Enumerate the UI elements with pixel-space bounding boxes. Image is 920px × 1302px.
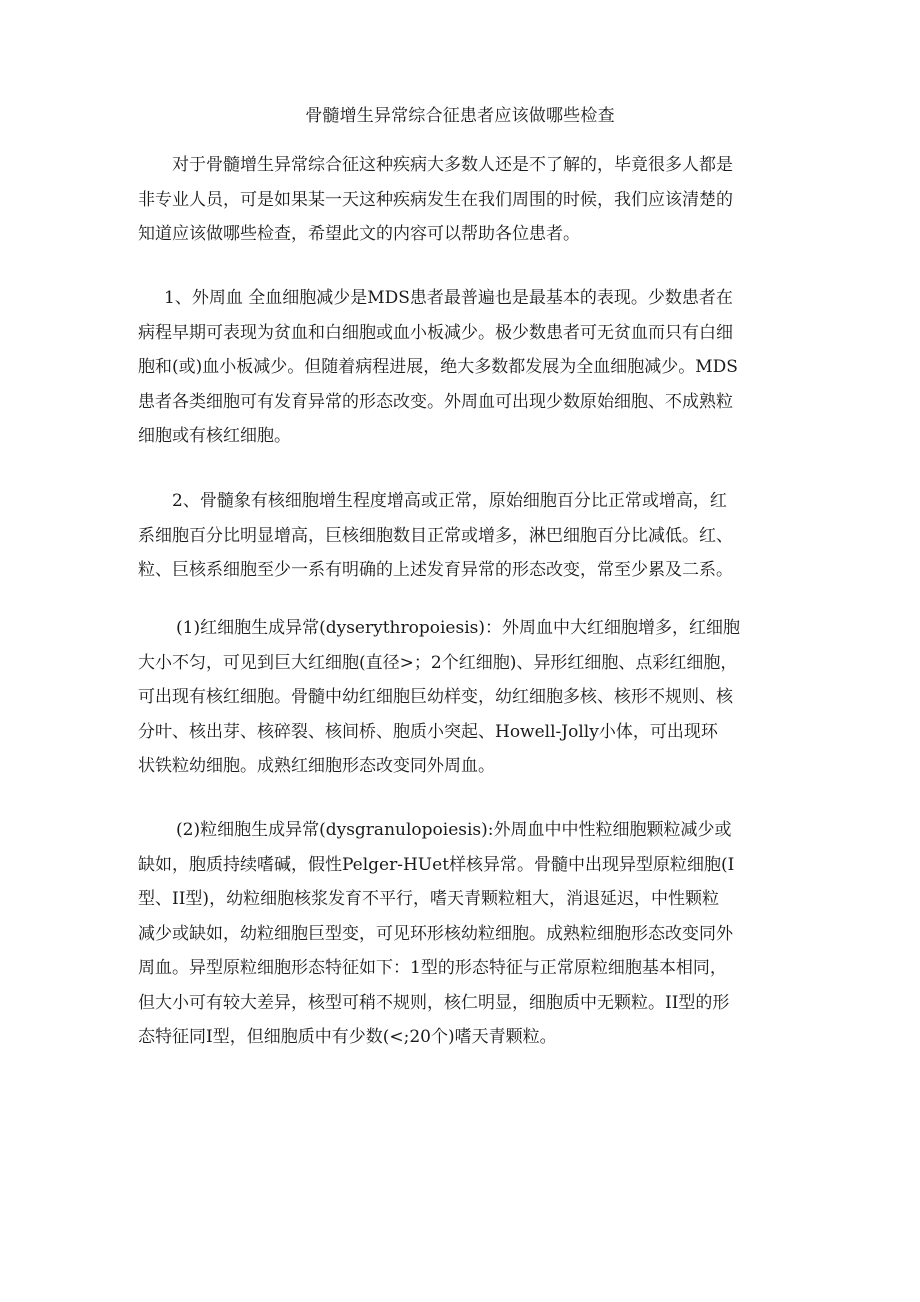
paragraph-dyserythropoiesis — [138, 611, 796, 784]
paragraph-bone-marrow — [138, 484, 796, 588]
text-line: 非专业人员，可是如果某一天这种疾病发生在我们周围的时候，我们应该清楚的 — [138, 189, 733, 210]
paragraph-intro — [138, 148, 796, 252]
text-line: (2)粒细胞生成异常(dysgranulopoiesis):外周血中中性粒细胞颗粒减少或 — [176, 820, 732, 840]
text-line: 态特征同I型，但细胞质中有少数(<;20个)嗜天青颗粒。 — [138, 1027, 557, 1047]
text-line: 减少或缺如，幼粒细胞巨型变，可见环形核幼粒细胞。成熟粒细胞形态改变同外 — [138, 923, 733, 944]
text-line: 大小不匀，可见到巨大红细胞(直径>；2个红细胞)、异形红细胞、点彩红细胞， — [138, 652, 738, 673]
paragraph-peripheral-blood — [138, 281, 796, 454]
paragraph-dysgranulopoiesis — [138, 813, 796, 1055]
text-line: 状铁粒幼细胞。成熟红细胞形态改变同外周血。 — [138, 756, 495, 776]
text-line: 型、II型)，幼粒细胞核浆发育不平行，嗜天青颗粒粗大，消退延迟，中性颗粒 — [138, 889, 720, 909]
text-line: 1、外周血 全血细胞减少是MDS患者最普遍也是最基本的表现。少数患者在 — [164, 288, 733, 308]
text-line: 周血。异型原粒细胞形态特征如下：1型的形态特征与正常原粒细胞基本相同， — [138, 958, 727, 978]
text-line: 但大小可有较大差异，核型可稍不规则，核仁明显，细胞质中无颗粒。II型的形 — [138, 992, 730, 1013]
document-title: 骨髓增生异常综合征患者应该做哪些检查 — [305, 106, 615, 126]
text-line: 病程早期可表现为贫血和白细胞或血小板减少。极少数患者可无贫血而只有白细 — [138, 322, 733, 343]
text-line: (1)红细胞生成异常(dyserythropoiesis)：外周血中大红细胞增多，红细胞 — [176, 618, 740, 638]
text-line: 2、骨髓象有核细胞增生程度增高或正常，原始细胞百分比正常或增高，红 — [172, 491, 727, 511]
text-line: 对于骨髓增生异常综合征这种疾病大多数人还是不了解的，毕竟很多人都是 — [172, 155, 733, 175]
text-line: 可出现有核红细胞。骨髓中幼红细胞巨幼样变，幼红细胞多核、核形不规则、核 — [138, 687, 733, 707]
text-line: 缺如，胞质持续嗜碱，假性Pelger-HUet样核异常。骨髓中出现异型原粒细胞(I — [138, 854, 735, 875]
text-line: 细胞或有核红细胞。 — [138, 426, 291, 446]
text-line: 患者各类细胞可有发育异常的形态改变。外周血可出现少数原始细胞、不成熟粒 — [138, 391, 733, 412]
text-line: 分叶、核出芽、核碎裂、核间桥、胞质小突起、Howell-Jolly小体，可出现环 — [138, 721, 718, 742]
text-line: 粒、巨核系细胞至少一系有明确的上述发育异常的形态改变，常至少累及二系。 — [138, 560, 733, 580]
text-line: 胞和(或)血小板减少。但随着病程进展，绝大多数都发展为全血细胞减少。MDS — [138, 357, 738, 377]
text-line: 系细胞百分比明显增高，巨核细胞数目正常或增多，淋巴细胞百分比减低。红、 — [138, 525, 733, 546]
text-line: 知道应该做哪些检查，希望此文的内容可以帮助各位患者。 — [138, 224, 580, 244]
